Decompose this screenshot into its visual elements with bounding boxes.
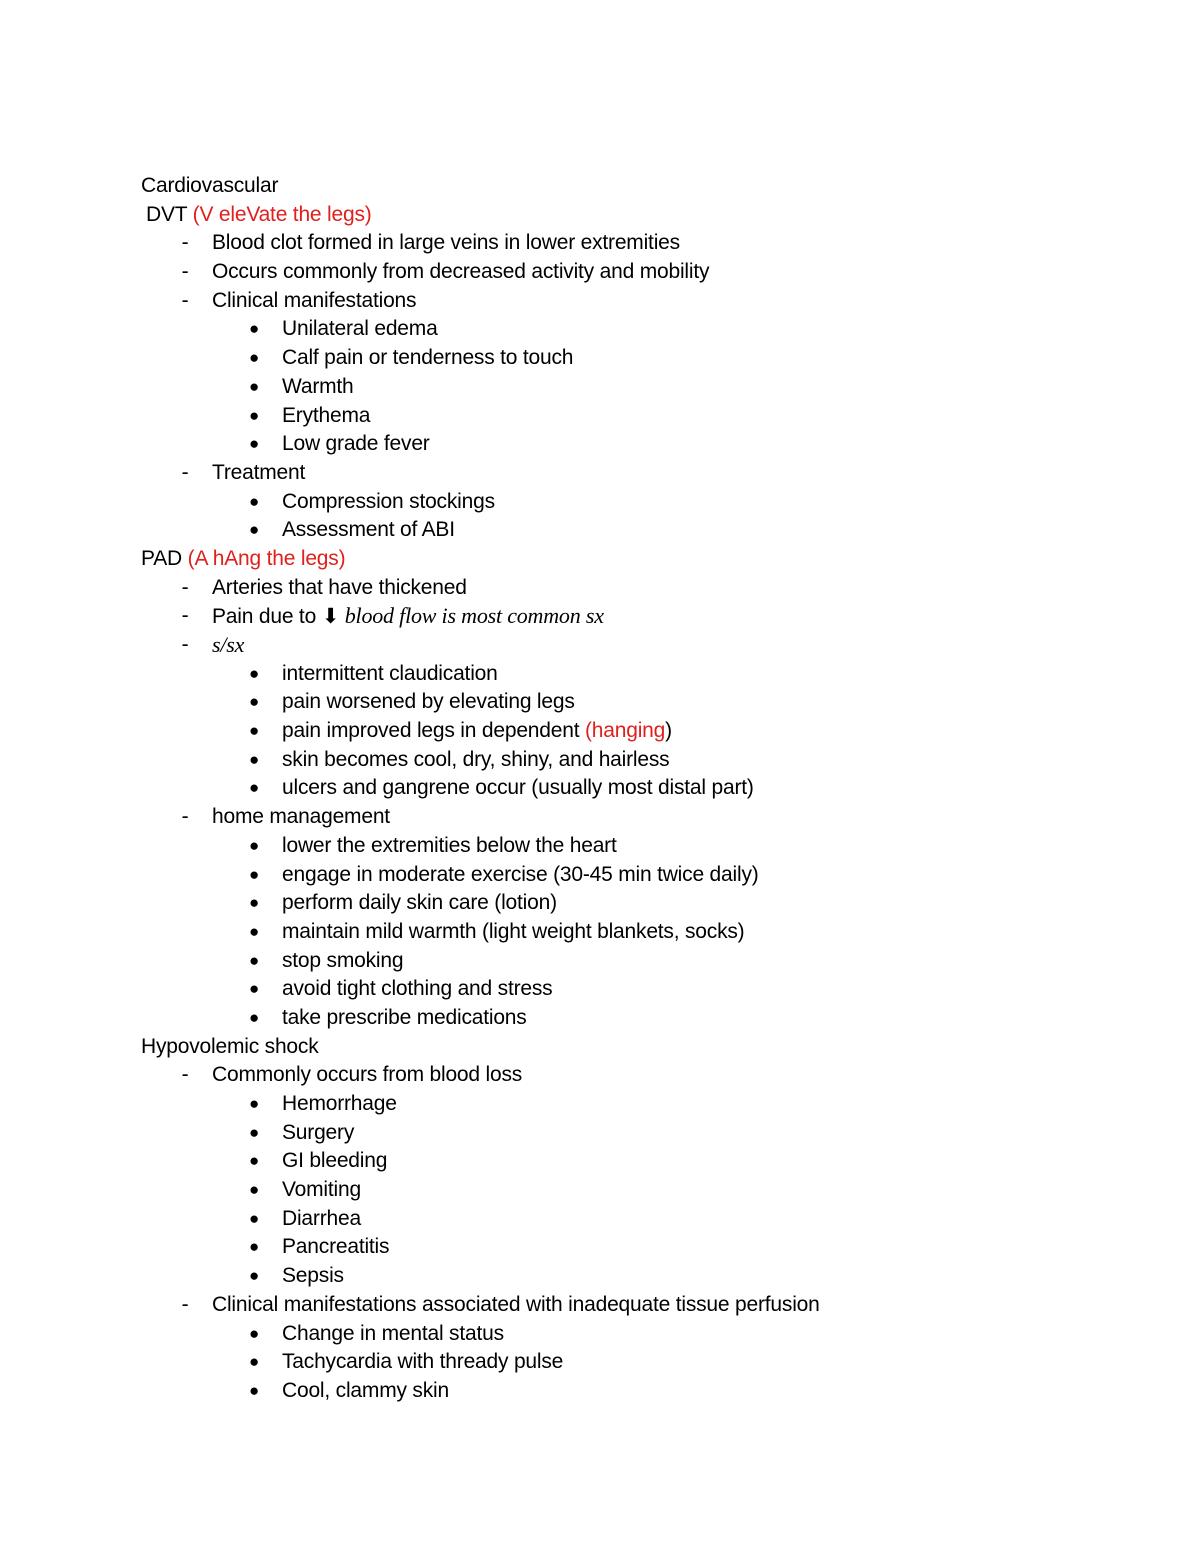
pad-heading: PAD (A hAng the legs): [141, 546, 346, 570]
dash-marker: -: [181, 288, 189, 312]
list-item: - Clinical manifestations: [141, 287, 1141, 316]
down-arrow-icon: ⬇: [321, 605, 340, 629]
bullet-item: ● maintain mild warmth (light weight blankets, socks): [141, 918, 1141, 947]
bullet-item: ● Sepsis: [141, 1262, 1141, 1291]
bullet-item: ● Cool, clammy skin: [141, 1377, 1141, 1406]
dash-marker: -: [181, 260, 189, 284]
dash-marker: -: [181, 633, 189, 656]
bullet-item: ● skin becomes cool, dry, shiny, and hairless: [141, 746, 1141, 775]
dvt-mnemonic: (V eleVate the legs): [192, 202, 372, 226]
bullet-icon: ●: [248, 663, 260, 683]
section-title: Cardiovascular: [141, 174, 279, 197]
bullet-item: ● Hemorrhage: [141, 1090, 1141, 1119]
bullet-icon: ●: [248, 1151, 260, 1171]
bullet-icon: ●: [248, 749, 260, 769]
dash-marker: -: [181, 1063, 189, 1087]
bullet-item: ● Surgery: [141, 1119, 1141, 1148]
bullet-item: ● Low grade fever: [141, 430, 1141, 459]
bullet-icon: ●: [248, 319, 260, 339]
bullet-item: ● stop smoking: [141, 947, 1141, 976]
dash-marker: -: [181, 1292, 189, 1316]
bullet-icon: ●: [248, 1352, 260, 1372]
bullet-item: ● Calf pain or tenderness to touch: [141, 344, 1141, 373]
bullet-item: ● ulcers and gangrene occur (usually most distal part): [141, 774, 1141, 803]
list-item: - Blood clot formed in large veins in lower extremities: [141, 229, 1141, 258]
dash-marker: -: [181, 575, 189, 599]
bullet-item: ● Warmth: [141, 373, 1141, 402]
bullet-item: ● pain improved legs in dependent (hanging): [141, 717, 1141, 746]
bullet-item: ● perform daily skin care (lotion): [141, 889, 1141, 918]
bullet-item: ● engage in moderate exercise (30-45 min twice daily): [141, 861, 1141, 890]
list-item: - Commonly occurs from blood loss: [141, 1061, 1141, 1090]
bullet-icon: ●: [248, 921, 260, 941]
bullet-item: ● Pancreatitis: [141, 1233, 1141, 1262]
bullet-icon: ●: [248, 1007, 260, 1027]
bullet-item: ● Assessment of ABI: [141, 516, 1141, 545]
document-page: [141, 172, 1141, 1406]
bullet-item: ● Unilateral edema: [141, 315, 1141, 344]
list-item: - Clinical manifestations associated with inadequate tissue perfusion: [141, 1291, 1141, 1320]
bullet-item: ● Diarrhea: [141, 1205, 1141, 1234]
shock-heading: Hypovolemic shock: [141, 1034, 319, 1058]
dash-marker: -: [181, 460, 189, 484]
dash-marker: -: [181, 231, 189, 255]
bullet-icon: ●: [248, 979, 260, 999]
bullet-icon: ●: [248, 835, 260, 855]
bullet-icon: ●: [248, 893, 260, 913]
bullet-icon: ●: [248, 491, 260, 511]
bullet-icon: ●: [248, 692, 260, 712]
list-item: - s/sx: [141, 631, 1141, 660]
bullet-icon: ●: [248, 864, 260, 884]
dash-marker: -: [181, 604, 189, 628]
bullet-icon: ●: [248, 1094, 260, 1113]
bullet-icon: ●: [248, 1180, 260, 1200]
bullet-item: ● take prescribe medications: [141, 1004, 1141, 1033]
bullet-item: ● Vomiting: [141, 1176, 1141, 1205]
bullet-icon: ●: [248, 1380, 260, 1400]
bullet-item: ● avoid tight clothing and stress: [141, 975, 1141, 1004]
list-item: - home management: [141, 803, 1141, 832]
bullet-icon: ●: [248, 520, 260, 540]
bullet-item: ● lower the extremities below the heart: [141, 832, 1141, 861]
list-item: - Pain due to ⬇ blood flow is most common sx: [141, 602, 1141, 631]
bullet-item: ● pain worsened by elevating legs: [141, 688, 1141, 717]
dash-marker: -: [181, 805, 189, 829]
bullet-icon: ●: [248, 1266, 260, 1286]
dvt-heading: DVT (V eleVate the legs): [146, 202, 372, 226]
bullet-icon: ●: [248, 778, 260, 798]
pad-mnemonic: (A hAng the legs): [187, 546, 346, 570]
list-item: - Arteries that have thickened: [141, 574, 1141, 603]
bullet-item: ● intermittent claudication: [141, 660, 1141, 689]
bullet-item: ● Compression stockings: [141, 488, 1141, 517]
bullet-item: ● Erythema: [141, 402, 1141, 431]
bullet-icon: ●: [248, 1323, 260, 1343]
bullet-icon: ●: [248, 434, 260, 454]
bullet-item: ● Tachycardia with thready pulse: [141, 1348, 1141, 1377]
list-item: - Occurs commonly from decreased activity and mobility: [141, 258, 1141, 287]
bullet-icon: ●: [248, 1122, 260, 1142]
bullet-icon: ●: [248, 348, 260, 368]
bullet-item: ● GI bleeding: [141, 1147, 1141, 1176]
bullet-icon: ●: [248, 376, 260, 396]
list-item: - Treatment: [141, 459, 1141, 488]
bullet-icon: ●: [248, 1208, 260, 1228]
bullet-item: ● Change in mental status: [141, 1320, 1141, 1349]
bullet-icon: ●: [248, 405, 260, 425]
hanging-note: (hanging: [585, 719, 666, 743]
bullet-icon: ●: [248, 950, 260, 970]
bullet-icon: ●: [248, 1237, 260, 1257]
bullet-icon: ●: [248, 721, 260, 741]
